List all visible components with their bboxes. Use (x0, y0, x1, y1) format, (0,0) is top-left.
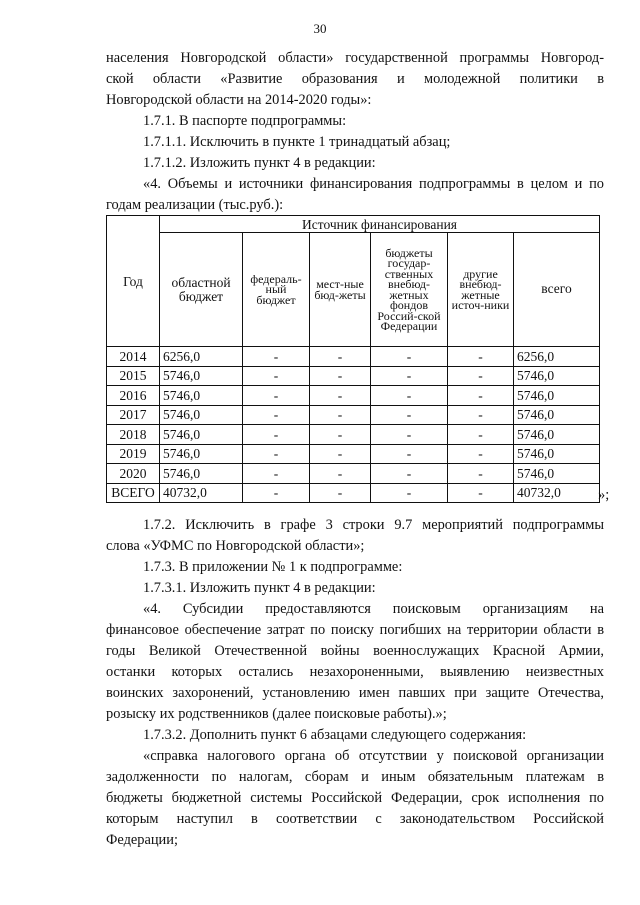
text-line: 1.7.1.1. Исключить в пункте 1 тринадцатый абзац; (143, 134, 451, 150)
value-cell: 5746,0 (514, 464, 600, 484)
column-header: другие внебюд-жетные источ-ники (448, 233, 514, 347)
table-row (107, 444, 600, 464)
value-cell: 5746,0 (160, 444, 243, 464)
value-cell: - (448, 366, 514, 386)
value-cell: - (371, 425, 448, 445)
value-cell: - (243, 464, 310, 484)
value-cell: - (243, 483, 310, 503)
year-cell: 2016 (107, 386, 160, 406)
value-cell: 40732,0 (514, 483, 600, 503)
value-cell: 5746,0 (160, 386, 243, 406)
value-cell: - (371, 405, 448, 425)
value-cell: - (243, 405, 310, 425)
value-cell: - (310, 386, 371, 406)
table-row (107, 483, 600, 503)
value-cell: - (310, 405, 371, 425)
text-line: слова «УФМС по Новгородской области»; (106, 538, 365, 554)
text-line: 1.7.1. В паспорте подпрограммы: (143, 113, 347, 129)
value-cell: - (243, 444, 310, 464)
value-cell: - (448, 425, 514, 445)
table-row (107, 366, 600, 386)
value-cell: - (371, 386, 448, 406)
value-cell: - (448, 386, 514, 406)
text-line: задолженности по налогам, сборам и иным обязательным платежам в (106, 769, 604, 785)
value-cell: - (243, 347, 310, 367)
text-line: 1.7.3. В приложении № 1 к подпрограмме: (143, 559, 403, 575)
value-cell: - (448, 464, 514, 484)
text-line: населения Новгородской области» государственной программы Новгород- (106, 50, 604, 66)
value-cell: - (371, 464, 448, 484)
year-cell: 2017 (107, 405, 160, 425)
value-cell: 5746,0 (160, 366, 243, 386)
year-cell: 2015 (107, 366, 160, 386)
table-row (107, 386, 600, 406)
text-line: «4. Объемы и источники финансирования подпрограммы в целом и по (143, 176, 604, 192)
value-cell: - (371, 483, 448, 503)
text-line: «справка налогового органа об отсутствии у поисковой организации (143, 748, 604, 764)
text-line: годы Великой Отечественной войны военнослужащих Красной Армии, (106, 643, 604, 659)
text-line: 1.7.2. Исключить в графе 3 строки 9.7 мероприятий подпрограммы (143, 517, 604, 533)
value-cell: 5746,0 (514, 405, 600, 425)
value-cell: 5746,0 (160, 405, 243, 425)
column-header: областной бюджет (160, 233, 243, 347)
value-cell: 6256,0 (160, 347, 243, 367)
text-line: бюджеты бюджетной системы Российской Федерации, срок исполнения по (106, 790, 604, 806)
value-cell: - (448, 405, 514, 425)
year-header: Год (107, 216, 160, 347)
text-line: воинских захоронений, установлению имен павших при защите Отечества, (106, 685, 604, 701)
value-cell: - (310, 444, 371, 464)
value-cell: 40732,0 (160, 483, 243, 503)
value-cell: - (448, 444, 514, 464)
text-line: годам реализации (тыс.руб.): (106, 197, 284, 213)
value-cell: 5746,0 (160, 464, 243, 484)
text-line: останки которых остались незахороненными, выявлению неизвестных (106, 664, 604, 680)
value-cell: - (448, 483, 514, 503)
value-cell: - (243, 386, 310, 406)
value-cell: 5746,0 (514, 386, 600, 406)
group-header: Источник финансирования (160, 216, 600, 233)
text-line: которым наступил в соответствии с законодательством Российской (106, 811, 604, 827)
value-cell: - (310, 483, 371, 503)
table-row (107, 464, 600, 484)
year-cell: 2014 (107, 347, 160, 367)
year-cell: 2020 (107, 464, 160, 484)
text-line: финансовое обеспечение затрат по поиску погибших на территории области в (106, 622, 604, 638)
value-cell: 5746,0 (514, 444, 600, 464)
table-row (107, 405, 600, 425)
table-body (107, 347, 600, 503)
value-cell: - (448, 347, 514, 367)
text-line: 1.7.3.2. Дополнить пункт 6 абзацами следующего содержания: (143, 727, 527, 743)
value-cell: - (243, 425, 310, 445)
table-row (107, 425, 600, 445)
text-line: 1.7.3.1. Изложить пункт 4 в редакции: (143, 580, 376, 596)
text-line: «4. Субсидии предоставляются поисковым организациям на (143, 601, 604, 617)
value-cell: - (310, 366, 371, 386)
value-cell: - (243, 366, 310, 386)
table-row (107, 347, 600, 367)
value-cell: 5746,0 (160, 425, 243, 445)
column-header: мест-ные бюд-жеты (310, 233, 371, 347)
value-cell: - (310, 425, 371, 445)
year-cell: 2018 (107, 425, 160, 445)
text-line: Новгородской области на 2014-2020 годы»: (106, 92, 372, 108)
text-line: Федерации; (106, 832, 178, 848)
value-cell: 6256,0 (514, 347, 600, 367)
value-cell: - (371, 347, 448, 367)
page-number: 30 (313, 21, 327, 36)
column-header: бюджеты государ-ственных внебюд-жетных фондов Россий-ской Федерации (371, 233, 448, 347)
column-header: федераль-ный бюджет (243, 233, 310, 347)
value-cell: - (371, 366, 448, 386)
text-line: 1.7.1.2. Изложить пункт 4 в редакции: (143, 155, 376, 171)
financing-table (106, 215, 600, 503)
text-line: розыску их родственников (далее поисковые работы).»; (106, 706, 447, 722)
year-cell: 2019 (107, 444, 160, 464)
value-cell: - (371, 444, 448, 464)
year-cell: ВСЕГО (107, 483, 160, 503)
value-cell: 5746,0 (514, 425, 600, 445)
column-header: всего (514, 233, 600, 347)
value-cell: - (310, 347, 371, 367)
value-cell: - (310, 464, 371, 484)
text-line: ской области «Развитие образования и молодежной политики в (106, 71, 604, 87)
value-cell: 5746,0 (514, 366, 600, 386)
closing-quote: »; (598, 487, 610, 503)
